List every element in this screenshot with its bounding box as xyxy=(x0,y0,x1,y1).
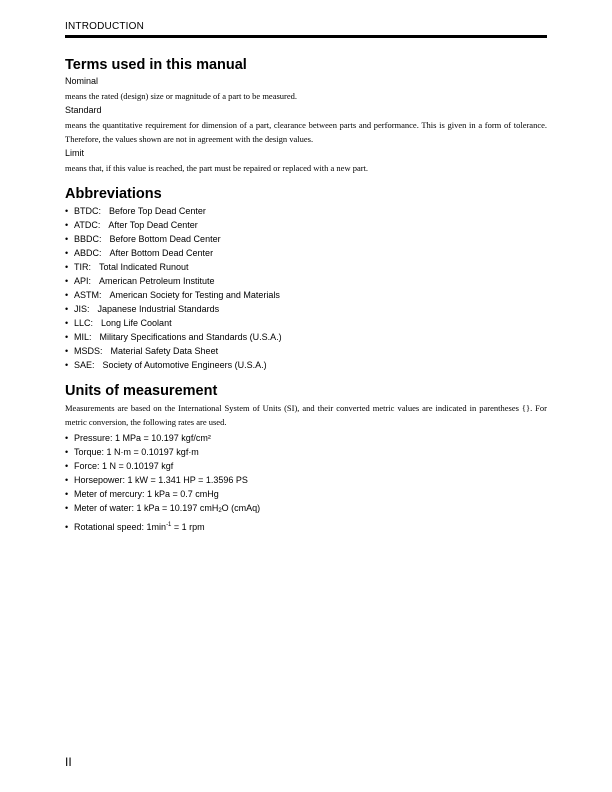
abbreviation: ATDC: xyxy=(74,220,101,230)
unit-water-suffix: O (cmAq) xyxy=(221,503,261,513)
abbreviation: JIS: xyxy=(74,304,90,314)
unit-water: Meter of water: 1 kPa = 10.197 cmH xyxy=(74,503,219,513)
unit-rotational-speed: Rotational speed: 1min xyxy=(74,522,167,532)
definition-nominal: means the rated (design) size or magnitude of a part to be measured. xyxy=(65,91,298,101)
abbreviation: TIR: xyxy=(74,262,91,272)
abbreviation-meaning: American Petroleum Institute xyxy=(99,276,215,286)
abbreviation-meaning: Material Safety Data Sheet xyxy=(110,346,219,356)
list-item xyxy=(65,473,547,487)
abbreviation-meaning: Long Life Coolant xyxy=(101,318,172,328)
bullet-icon: • xyxy=(65,503,69,513)
abbreviation: MIL: xyxy=(74,332,92,342)
unit-speed-suffix: = 1 rpm xyxy=(171,522,205,532)
list-item xyxy=(65,344,547,358)
bullet-icon: • xyxy=(65,220,69,230)
term-nominal: Nominal xyxy=(65,76,99,86)
bullet-icon: • xyxy=(65,262,69,272)
list-item xyxy=(65,204,547,218)
term-limit: Limit xyxy=(65,148,85,158)
unit-force: Force: 1 N = 0.10197 kgf xyxy=(74,461,174,471)
abbreviations-section xyxy=(65,185,547,372)
abbreviation: LLC: xyxy=(74,318,94,328)
list-item xyxy=(65,302,547,316)
abbreviation: BTDC: xyxy=(74,206,101,216)
page-number: II xyxy=(65,755,72,769)
list-item xyxy=(65,518,547,534)
abbreviation-meaning: Military Specifications and Standards (U.S.A.) xyxy=(99,332,282,342)
bullet-icon: • xyxy=(65,304,69,314)
list-item xyxy=(65,260,547,274)
list-item xyxy=(65,218,547,232)
term-standard: Standard xyxy=(65,105,102,115)
abbreviation: SAE: xyxy=(74,360,95,370)
bullet-icon: • xyxy=(65,447,69,457)
bullet-icon: • xyxy=(65,360,69,370)
list-item xyxy=(65,459,547,473)
units-heading: Units of measurement xyxy=(65,383,218,399)
header-title: INTRODUCTION xyxy=(65,21,145,32)
abbreviation-meaning: Society of Automotive Engineers (U.S.A.) xyxy=(102,360,267,370)
bullet-icon: • xyxy=(65,318,69,328)
list-item xyxy=(65,232,547,246)
definition-limit: means that, if this value is reached, the part must be repaired or replaced with a new part. xyxy=(65,163,369,173)
bullet-icon: • xyxy=(65,332,69,342)
abbreviation: ABDC: xyxy=(74,248,102,258)
unit-mercury: Meter of mercury: 1 kPa = 0.7 cmHg xyxy=(74,489,219,499)
definition-standard: means the quantitative requirement for dimension of a part, clearance between parts and performance. This is given in a form of tolerance. Therefore, the values shown are not in agreement with the design values. xyxy=(65,120,547,144)
list-item xyxy=(65,487,547,501)
abbreviation-meaning: American Society for Testing and Materials xyxy=(109,290,280,300)
list-item xyxy=(65,445,547,459)
bullet-icon: • xyxy=(65,475,69,485)
list-item xyxy=(65,274,547,288)
list-item xyxy=(65,246,547,260)
bullet-icon: • xyxy=(65,433,69,443)
bullet-icon: • xyxy=(65,276,69,286)
abbreviation: API: xyxy=(74,276,92,286)
abbreviation-meaning: After Top Dead Center xyxy=(108,220,198,230)
bullet-icon: • xyxy=(65,206,69,216)
bullet-icon: • xyxy=(65,461,69,471)
list-item xyxy=(65,316,547,330)
units-intro: Measurements are based on the International System of Units (SI), and their converted metric values are indicated in parentheses {}. For metric conversion, the following rates are used. xyxy=(65,403,547,427)
abbreviation: ASTM: xyxy=(74,290,102,300)
abbreviation: MSDS: xyxy=(74,346,103,356)
abbreviations-heading: Abbreviations xyxy=(65,186,162,202)
list-item xyxy=(65,501,547,518)
unit-horsepower: Horsepower: 1 kW = 1.341 HP = 1.3596 PS xyxy=(74,475,248,485)
abbreviation-meaning: Total Indicated Runout xyxy=(99,262,189,272)
unit-torque: Torque: 1 N·m = 0.10197 kgf·m xyxy=(74,447,199,457)
units-section xyxy=(65,382,547,534)
abbreviation-meaning: Before Top Dead Center xyxy=(109,206,206,216)
terms-heading: Terms used in this manual xyxy=(65,57,247,73)
unit-pressure: Pressure: 1 MPa = 10.197 kgf/cm² xyxy=(74,433,211,443)
bullet-icon: • xyxy=(65,234,69,244)
units-list xyxy=(65,431,547,534)
abbreviation-meaning: After Bottom Dead Center xyxy=(109,248,214,258)
bullet-icon: • xyxy=(65,290,69,300)
list-item xyxy=(65,431,547,445)
page-content xyxy=(65,56,547,544)
list-item xyxy=(65,288,547,302)
abbreviation-meaning: Before Bottom Dead Center xyxy=(109,234,221,244)
terms-section xyxy=(65,56,547,175)
abbreviation: BBDC: xyxy=(74,234,102,244)
unit-speed-superscript: -1 xyxy=(166,522,172,528)
bullet-icon: • xyxy=(65,346,69,356)
page-header xyxy=(65,19,547,38)
bullet-icon: • xyxy=(65,489,69,499)
abbreviations-list xyxy=(65,204,547,372)
bullet-icon: • xyxy=(65,522,69,532)
abbreviation-meaning: Japanese Industrial Standards xyxy=(97,304,220,314)
bullet-icon: • xyxy=(65,248,69,258)
list-item xyxy=(65,330,547,344)
list-item xyxy=(65,358,547,372)
unit-water-subscript: 2 xyxy=(218,508,222,514)
